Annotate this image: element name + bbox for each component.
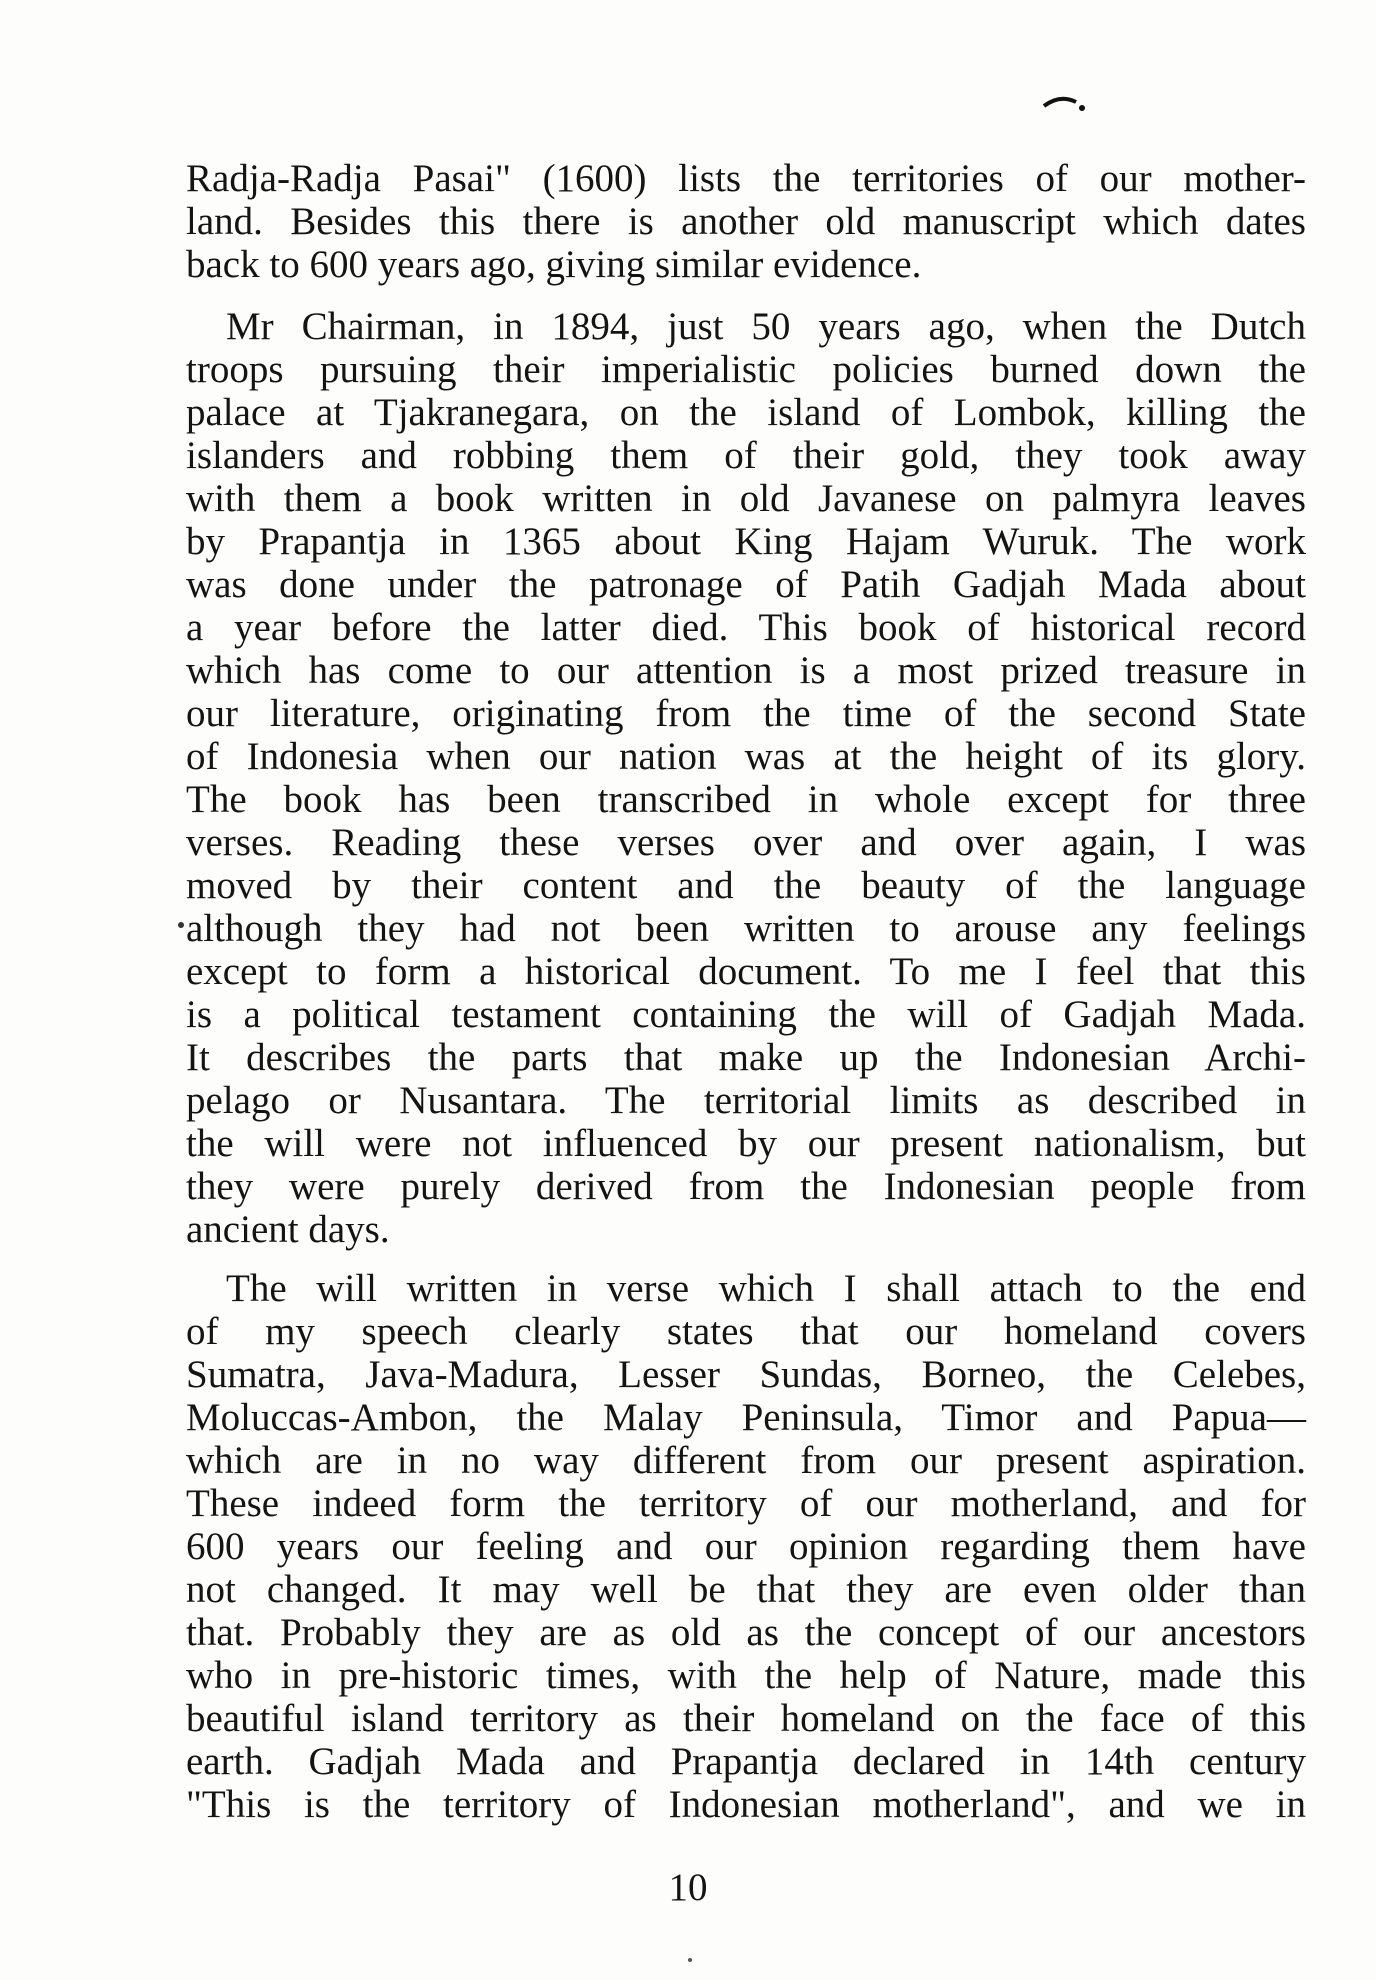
text-line: of Indonesia when our nation was at the height of its glory. <box>186 735 1306 778</box>
text-line: verses. Reading these verses over and over again, I was <box>186 821 1306 864</box>
text-line: Mr Chairman, in 1894, just 50 years ago, when the Dutch <box>226 305 1306 348</box>
page-number: 10 <box>668 1866 708 1909</box>
text-line: moved by their content and the beauty of the language <box>186 864 1306 907</box>
text-line: they were purely derived from the Indonesian people from <box>186 1165 1306 1208</box>
text-line: Sumatra, Java-Madura, Lesser Sundas, Borneo, the Celebes, <box>186 1353 1306 1396</box>
text-line: that. Probably they are as old as the concept of our ancestors <box>186 1611 1306 1654</box>
text-line: These indeed form the territory of our motherland, and for <box>186 1482 1306 1525</box>
text-line: is a political testament containing the will of Gadjah Mada. <box>186 993 1306 1036</box>
text-line: The will written in verse which I shall attach to the end <box>226 1267 1306 1310</box>
text-line: of my speech clearly states that our homeland covers <box>186 1310 1306 1353</box>
text-line: was done under the patronage of Patih Gadjah Mada about <box>186 563 1306 606</box>
text-line: It describes the parts that make up the Indonesian Archi- <box>186 1036 1306 1079</box>
text-line: islanders and robbing them of their gold, they took away <box>186 434 1306 477</box>
paragraph-2 <box>186 305 1306 1251</box>
text-line: palace at Tjakranegara, on the island of Lombok, killing the <box>186 391 1306 434</box>
text-line: troops pursuing their imperialistic policies burned down the <box>186 348 1306 391</box>
text-line: The book has been transcribed in whole except for three <box>186 778 1306 821</box>
text-line: except to form a historical document. To me I feel that this <box>186 950 1306 993</box>
text-line: beautiful island territory as their homeland on the face of this <box>186 1697 1306 1740</box>
text-line: which has come to our attention is a most prized treasure in <box>186 649 1306 692</box>
scan-speck <box>688 1958 692 1962</box>
text-line: land. Besides this there is another old manuscript which dates <box>186 200 1306 243</box>
text-line: Radja-Radja Pasai" (1600) lists the territories of our mother- <box>186 157 1306 200</box>
paragraph-1 <box>186 157 1306 286</box>
page-corner-mark <box>1042 92 1086 114</box>
text-line: the will were not influenced by our present nationalism, but <box>186 1122 1306 1165</box>
text-line: ancient days. <box>186 1208 390 1251</box>
text-line: a year before the latter died. This book of historical record <box>186 606 1306 649</box>
text-line: which are in no way different from our present aspiration. <box>186 1439 1306 1482</box>
text-line: back to 600 years ago, giving similar evidence. <box>186 243 922 286</box>
text-line: who in pre-historic times, with the help of Nature, made this <box>186 1654 1306 1697</box>
text-line: pelago or Nusantara. The territorial limits as described in <box>186 1079 1306 1122</box>
text-line: not changed. It may well be that they are even older than <box>186 1568 1306 1611</box>
text-line: "This is the territory of Indonesian motherland", and we in <box>186 1783 1306 1826</box>
text-line: although they had not been written to arouse any feelings <box>186 907 1306 950</box>
text-line: with them a book written in old Javanese on palmyra leaves <box>186 477 1306 520</box>
text-line: our literature, originating from the time of the second State <box>186 692 1306 735</box>
text-line: Moluccas-Ambon, the Malay Peninsula, Timor and Papua— <box>186 1396 1306 1439</box>
text-line: 600 years our feeling and our opinion regarding them have <box>186 1525 1306 1568</box>
text-line: by Prapantja in 1365 about King Hajam Wuruk. The work <box>186 520 1306 563</box>
paragraph-3 <box>186 1267 1306 1826</box>
text-line: earth. Gadjah Mada and Prapantja declared in 14th century <box>186 1740 1306 1783</box>
scan-speck <box>178 922 184 928</box>
